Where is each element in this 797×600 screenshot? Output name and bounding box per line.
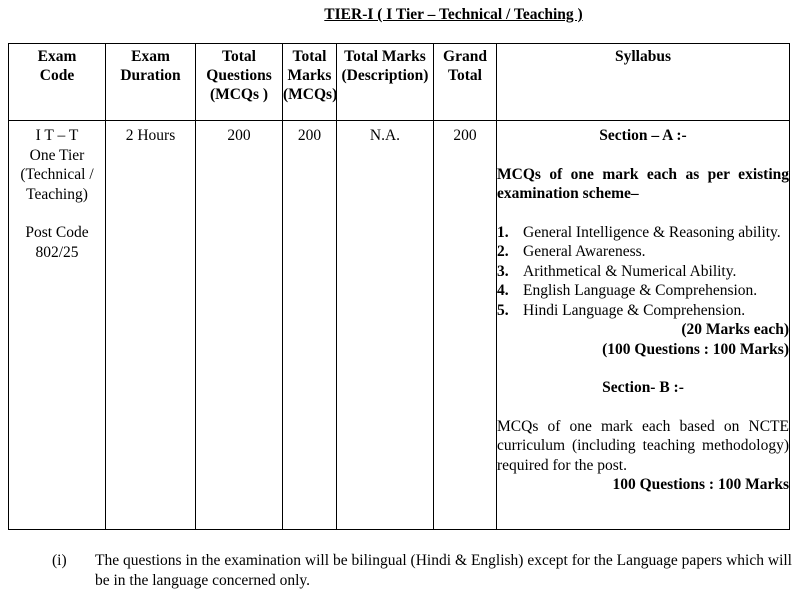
- section-a-marks-each: (20 Marks each): [681, 321, 789, 338]
- footnote-marker: (i): [52, 552, 67, 569]
- cell-total-marks: 200: [283, 121, 337, 530]
- header-syllabus: Syllabus: [497, 44, 790, 121]
- list-item: 1. General Intelligence & Reasoning ability.: [497, 223, 781, 241]
- section-b-total: 100 Questions : 100 Marks: [612, 476, 789, 493]
- table-row: [9, 121, 790, 530]
- section-a-title: Section – A :-: [599, 127, 687, 144]
- list-item: 4. English Language & Comprehension.: [497, 282, 758, 299]
- exam-code-line: I T – T: [35, 127, 79, 144]
- exam-code-line: Teaching): [26, 185, 88, 203]
- exam-code-line: One Tier: [29, 146, 85, 164]
- cell-total-marks-description: N.A.: [337, 121, 434, 530]
- header-total-marks-description: Total Marks (Description): [337, 44, 434, 121]
- cell-exam-code: [9, 121, 106, 530]
- exam-code-line: (Technical /: [20, 166, 94, 183]
- footnote: [52, 551, 792, 591]
- section-a-intro: MCQs of one mark each as per existing examination scheme–: [497, 165, 789, 202]
- header-exam-code: Exam Code: [9, 44, 106, 121]
- section-b-text: MCQs of one mark each based on NCTE curriculum (including teaching methodology) required for the post.: [497, 417, 789, 474]
- header-exam-duration: Exam Duration: [106, 44, 196, 121]
- post-code-label: Post Code: [25, 224, 89, 241]
- footnote-text: The questions in the examination will be bilingual (Hindi & English) except for the Language papers which will be in the language concerned only.: [95, 552, 792, 589]
- cell-syllabus: [497, 121, 790, 530]
- header-grand-total: Grand Total: [434, 44, 497, 121]
- header-total-questions: Total Questions (MCQs ): [196, 44, 283, 121]
- header-total-marks: Total Marks (MCQs): [283, 44, 337, 121]
- section-a-total: (100 Questions : 100 Marks): [602, 340, 789, 358]
- tier-title: TIER-I ( I Tier – Technical / Teaching ): [324, 6, 583, 23]
- post-code-value: 802/25: [35, 243, 79, 261]
- list-item: 3. Arithmetical & Numerical Ability.: [497, 262, 737, 280]
- topic-list: [497, 223, 789, 321]
- header-row: [9, 44, 790, 121]
- exam-scheme-table: [8, 43, 790, 530]
- section-b-title: Section- B :-: [602, 379, 684, 396]
- list-item: 2. General Awareness.: [497, 243, 646, 260]
- cell-duration: 2 Hours: [106, 121, 196, 530]
- list-item: 5. Hindi Language & Comprehension.: [497, 301, 746, 319]
- cell-grand-total: 200: [434, 121, 497, 530]
- cell-total-questions: 200: [196, 121, 283, 530]
